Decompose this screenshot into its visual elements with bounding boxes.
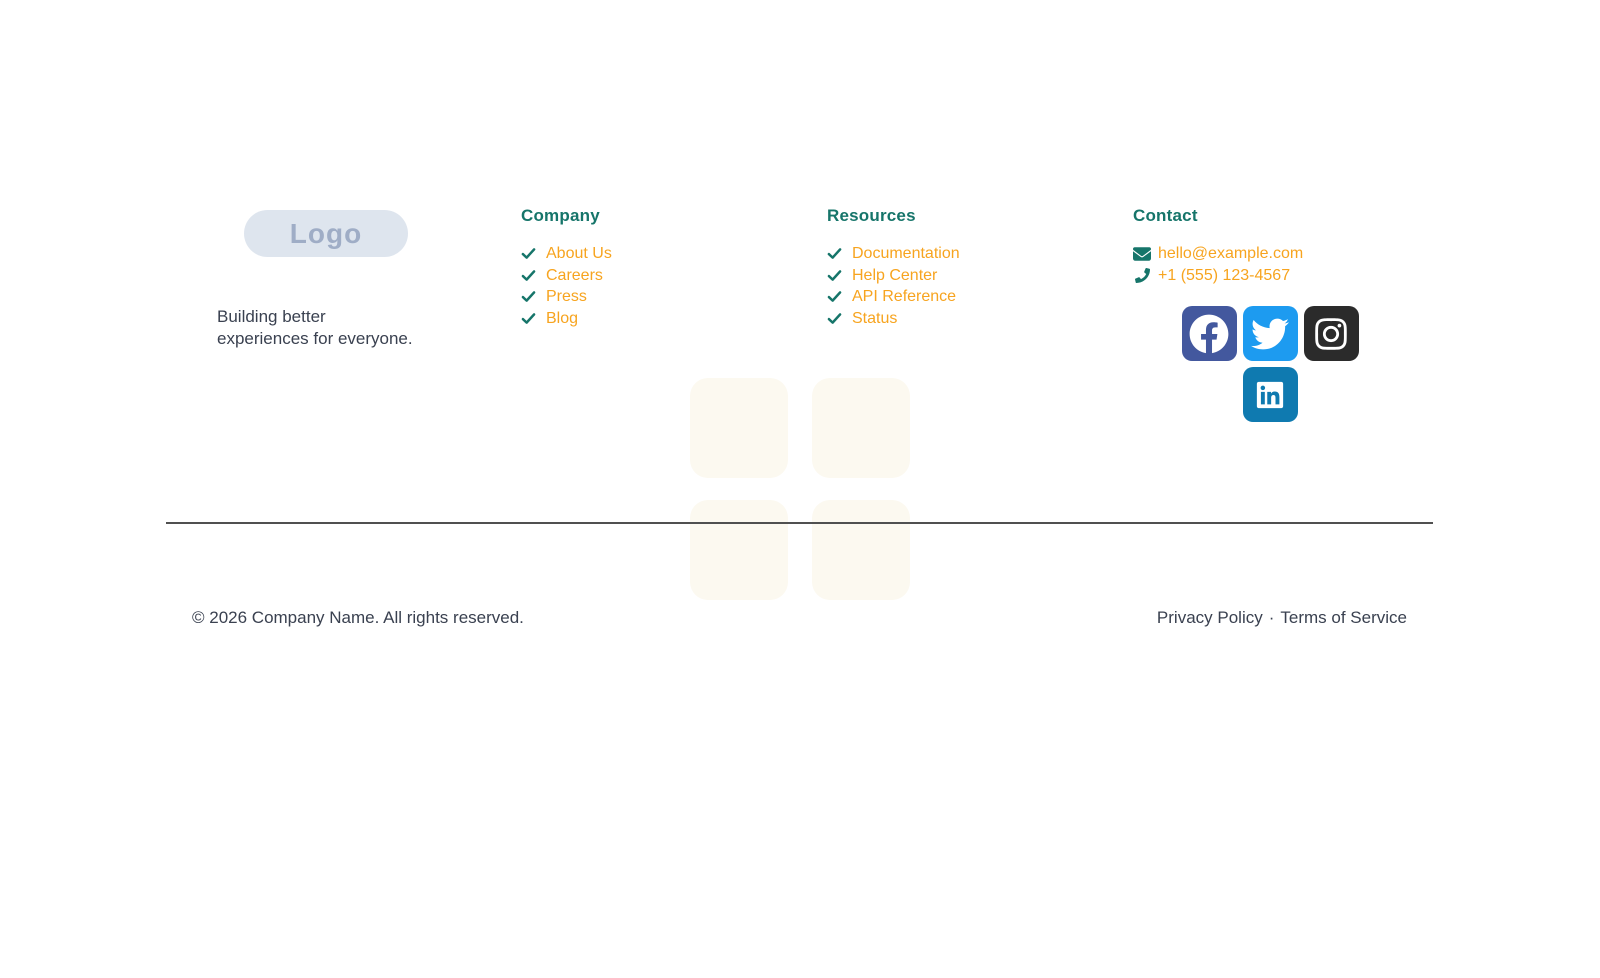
list-item (521, 243, 612, 265)
list-item (827, 308, 960, 330)
legal-links (1157, 606, 1407, 630)
check-icon (827, 311, 842, 326)
check-icon (827, 246, 842, 261)
footer-link-about-us[interactable]: About Us (546, 245, 612, 262)
footer-link-help-center[interactable]: Help Center (852, 266, 938, 284)
legal-separator: · (1268, 608, 1275, 627)
list-item (521, 265, 612, 287)
contact-phone-row (1133, 265, 1303, 287)
facebook-button[interactable] (1182, 306, 1237, 361)
copyright-text: © 2026 Company Name. All rights reserved. (192, 608, 524, 627)
footer-link-status[interactable]: Status (852, 309, 898, 327)
divider (166, 522, 1433, 524)
decorative-square (812, 500, 910, 600)
social-buttons (1181, 306, 1359, 422)
instagram-icon (1313, 316, 1349, 352)
column-heading-resources: Resources (827, 206, 916, 225)
decorative-square (690, 378, 788, 478)
resources-link-list (827, 243, 960, 329)
privacy-policy-link[interactable]: Privacy Policy (1156, 608, 1263, 627)
check-icon (827, 289, 842, 304)
footer-link-blog[interactable]: Blog (546, 309, 579, 327)
envelope-icon (1133, 245, 1151, 263)
column-heading-contact: Contact (1133, 206, 1198, 225)
decorative-square-grid (690, 378, 910, 600)
logo-text: Logo (289, 217, 363, 249)
list-item (521, 308, 612, 330)
phone-icon (1133, 266, 1151, 284)
check-icon (827, 268, 842, 283)
footer-column-resources (827, 206, 960, 329)
decorative-square (690, 500, 788, 600)
contact-phone-link[interactable]: +1 (555) 123-4567 (1158, 266, 1291, 284)
company-link-list (521, 243, 612, 329)
check-icon (521, 289, 536, 304)
check-icon (521, 246, 536, 261)
column-heading-company: Company (521, 206, 600, 225)
list-item (827, 265, 960, 287)
instagram-button[interactable] (1304, 306, 1359, 361)
tagline: Building better experiences for everyone. (217, 307, 413, 348)
list-item (827, 243, 960, 265)
footer-link-careers[interactable]: Careers (546, 266, 603, 284)
linkedin-button[interactable] (1243, 367, 1298, 422)
terms-of-service-link[interactable]: Terms of Service (1280, 608, 1407, 627)
logo[interactable] (244, 210, 408, 257)
contact-email-row (1133, 243, 1303, 265)
decorative-square (812, 378, 910, 478)
twitter-icon (1251, 315, 1289, 353)
list-item (827, 286, 960, 308)
footer-link-press[interactable]: Press (546, 288, 587, 305)
footer-column-company (521, 206, 612, 329)
footer-link-api-reference[interactable]: API Reference (852, 288, 957, 305)
linkedin-icon (1255, 380, 1285, 410)
facebook-icon (1189, 314, 1229, 354)
footer-column-contact (1133, 206, 1303, 286)
contact-email-link[interactable]: hello@example.com (1158, 245, 1304, 262)
twitter-button[interactable] (1243, 306, 1298, 361)
check-icon (521, 268, 536, 283)
list-item (521, 286, 612, 308)
footer-link-documentation[interactable]: Documentation (852, 245, 960, 262)
check-icon (521, 311, 536, 326)
